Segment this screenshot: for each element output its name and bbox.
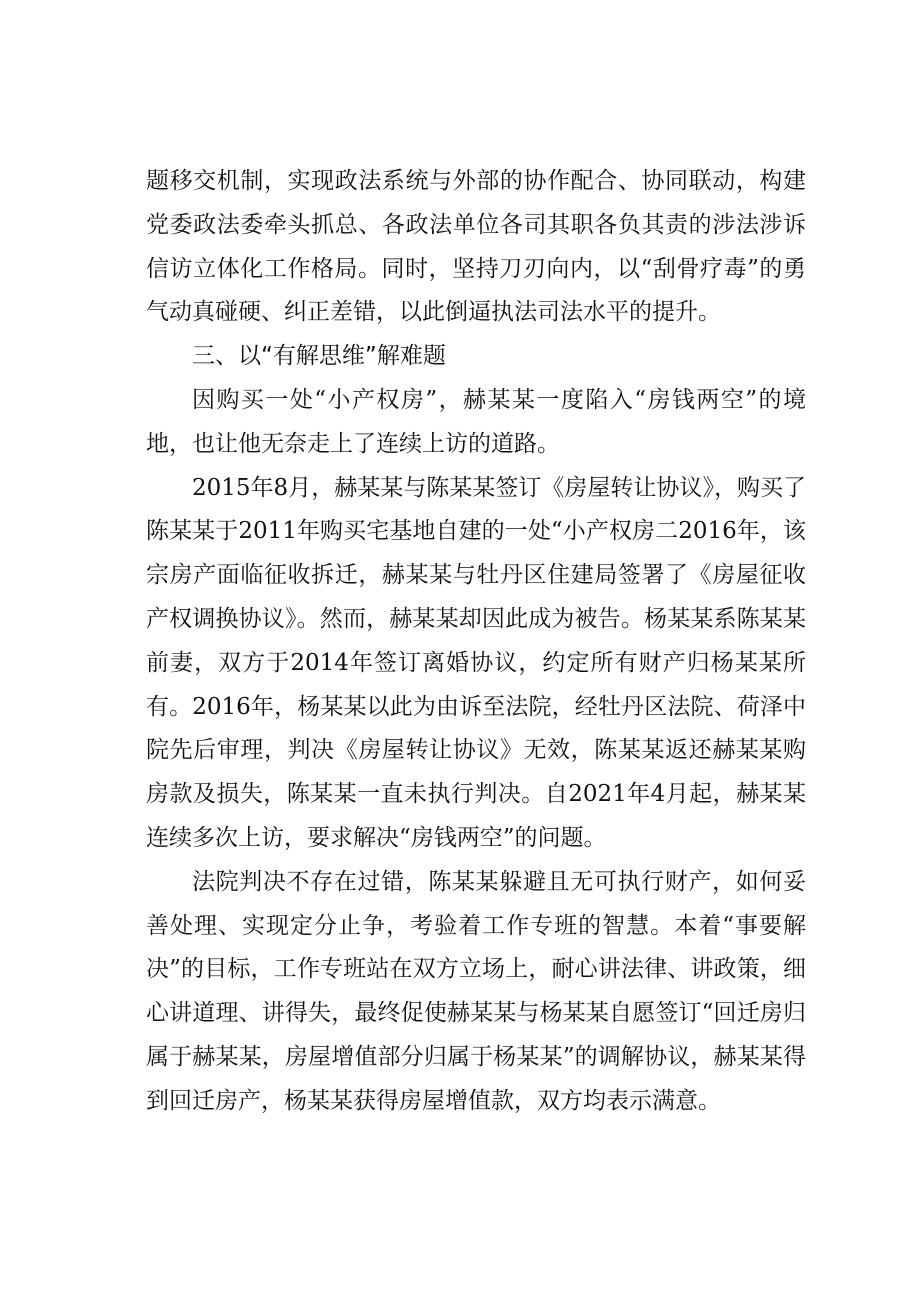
section-heading: 三、以“有解思维”解难题 xyxy=(192,343,446,370)
paragraph-continued: 题移交机制，实现政法系统与外部的协作配合、协同联动，构建党委政法委牵头抓总、各政法单位各司其职各负其责的涉法涉诉信访立体化工作格局。同时，坚持刀刃向内，以“刮骨疗毒”的勇气动真碰硬、纠正差错，以此倒逼执法司法水平的提升。 xyxy=(146,168,806,326)
document-body xyxy=(146,160,806,1124)
paragraph-3: 法院判决不存在过错，陈某某躲避且无可执行财产，如何妥善处理、实现定分止争，考验着工作专班的智慧。本着“事要解决”的目标，工作专班站在双方立场上，耐心讲法律、讲政策，细心讲道理、讲得失，最终促使赫某某与杨某某自愿签订“回迁房归属于赫某某，房屋增值部分归属于杨某某”的调解协议，赫某某得到回迁房产，杨某某获得房屋增值款，双方均表示满意。 xyxy=(146,868,806,1114)
paragraph-2: 2015年8月，赫某某与陈某某签订《房屋转让协议》，购买了陈某某于2011年购买宅基地自建的一处“小产权房二2016年，该宗房产面临征收拆迁，赫某某与牡丹区住建局签署了《房屋征收产权调换协议》。然而，赫某某却因此成为被告。杨某某系陈某某前妻，双方于2014年签订离婚协议，约定所有财产归杨某某所有。2016年，杨某某以此为由诉至法院，经牡丹区法院、荷泽中院先后审理，判决《房屋转让协议》无效，陈某某返还赫某某购房款及损失，陈某某一直未执行判决。自2021年4月起，赫某某连续多次上访，要求解决“房钱两空”的问题。 xyxy=(146,474,806,851)
paragraph-1: 因购买一处“小产权房”，赫某某一度陷入“房钱两空”的境地，也让他无奈走上了连续上访的道路。 xyxy=(146,386,806,457)
